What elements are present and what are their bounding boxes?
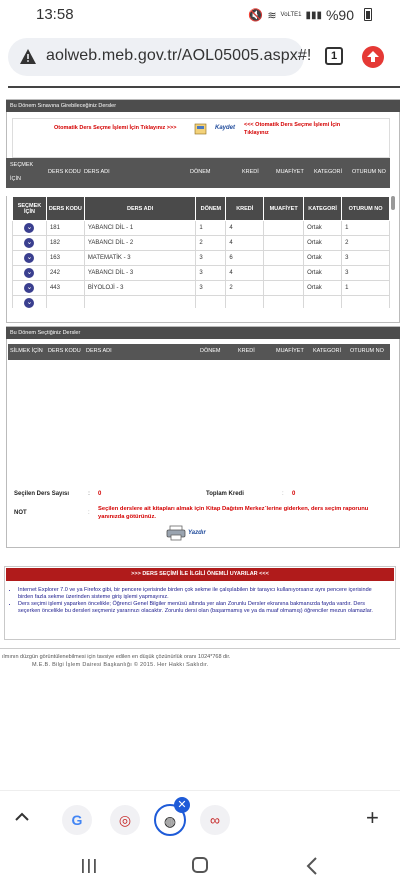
section2-header-band [8, 344, 390, 360]
select-course-icon[interactable]: ⌄ [24, 298, 34, 308]
cell-muafiyet [264, 221, 304, 236]
select-cell[interactable] [13, 296, 47, 309]
select-course-icon[interactable]: ⌄ [24, 268, 34, 278]
status-bar [0, 0, 400, 30]
warnings-list [18, 587, 388, 615]
th-donem: DÖNEM [196, 197, 226, 221]
select-cell[interactable] [13, 221, 47, 236]
cell-kategori: Ortak [304, 221, 342, 236]
secilen-ders-value: 0 [98, 491, 102, 497]
hdr2-muafiyet: MUAFİYET [276, 348, 304, 354]
warning-item: • Ders seçimi işlemi yaparken öncelikle; Öğrenci Genel Bilgiler menüsü altında yer alan Zorunlu Dersler ekranına bakmanızda fayda vardır. Ders seçerken öncelikle bu dersleri seçmeniz yararınızı olacaktır. Zorunlu dersi olan (başarmamış ve ya da muaf olmamış) öğrenciler mezun olamazlar. [18, 601, 388, 615]
select-course-icon[interactable]: ⌄ [24, 223, 34, 233]
cell-donem: 2 [196, 236, 226, 251]
hdr-muafiyet: MUAFİYET [276, 169, 304, 175]
th-oturum: OTURUM NO [342, 197, 390, 221]
hdr-icin: İÇİN [10, 176, 21, 182]
printer-icon [166, 525, 186, 541]
cell-donem: 3 [196, 266, 226, 281]
hdr2-ders-kodu: DERS KODU [48, 348, 81, 354]
select-course-icon[interactable]: ⌄ [24, 283, 34, 293]
toplam-kredi-label: Toplam Kredi [206, 491, 244, 497]
cell-oturum: 3 [342, 266, 390, 281]
kaydet-label: Kaydet [215, 125, 236, 131]
hdr-ders-adi: DERS ADI [84, 169, 110, 175]
status-icons [248, 7, 354, 23]
kaydet-button[interactable] [194, 122, 236, 136]
cell-kredi: 4 [226, 236, 264, 251]
table-row [13, 266, 390, 281]
cell-ders-kodu: 242 [46, 266, 84, 281]
cell-ders-adi: MATEMATİK - 3 [84, 251, 196, 266]
courses-table [12, 196, 390, 308]
print-button[interactable] [166, 525, 216, 543]
cell-ders-kodu: 163 [46, 251, 84, 266]
cell-muafiyet [264, 251, 304, 266]
active-tab-icon[interactable]: ◍ [154, 804, 186, 836]
th-kredi: KREDİ [226, 197, 264, 221]
hdr2-kategori: KATEGORİ [313, 348, 342, 354]
cell-oturum: 1 [342, 281, 390, 296]
secilen-ders-label: Seçilen Ders Sayısı [14, 491, 70, 497]
cell-kategori: Ortak [304, 266, 342, 281]
table-row [13, 281, 390, 296]
hdr2-oturum: OTURUM NO [350, 348, 384, 354]
cell-ders-adi: YABANCI DİL - 3 [84, 266, 196, 281]
footer-line1: ılmının düzgün görüntülenebilmesi için tavsiye edilen en düşük çözünürlük oranı 1024*768 dir. [2, 654, 231, 660]
hdr-ders-kodu: DERS KODU [48, 169, 81, 175]
cell-ders-adi: BİYOLOJİ - 3 [84, 281, 196, 296]
auto-select-right-text[interactable]: <<< Otomatik Ders Seçme İşlemi İçin Tıklayınız [244, 122, 341, 136]
section1-header-band [6, 158, 390, 188]
th-secmek: SEÇMEK İÇİN [13, 197, 47, 221]
cell-oturum: 3 [342, 251, 390, 266]
th-ders-kodu: DERS KODU [46, 197, 84, 221]
th-ders-adi: DERS ADI [84, 197, 196, 221]
warning-item: • Internet Explorer 7.0 ve ya Firefox gibi, bir pencere içerisinde birden çok sekme ile çalışılabilen bir tarayıcı kullanıyorsanız aynı pencere içerisinde birden fazla sekme üzerinden sisteme giriş işlemi yapmayınız. [18, 587, 388, 601]
hdr-kategori: KATEGORİ [314, 169, 343, 175]
hdr-donem: DÖNEM [190, 169, 211, 175]
wifi-icon: ≋ [267, 9, 277, 22]
hdr-secmek: SEÇMEK [10, 162, 34, 168]
courses-table-scroll[interactable] [12, 196, 390, 308]
cell-oturum: 2 [342, 236, 390, 251]
table-row [13, 296, 390, 309]
table-row [13, 221, 390, 236]
select-cell[interactable] [13, 281, 47, 296]
system-nav-bar [0, 848, 400, 888]
hdr2-kredi: KREDİ [238, 348, 255, 354]
select-cell[interactable] [13, 266, 47, 281]
browser-bottom-bar [0, 790, 400, 848]
mute-icon: 🔇 [248, 8, 264, 22]
close-tab-icon[interactable]: ✕ [174, 797, 190, 813]
table-row [13, 251, 390, 266]
back-icon[interactable] [306, 857, 318, 880]
hdr-oturum: OTURUM NO [352, 169, 386, 175]
upload-icon[interactable] [362, 46, 384, 68]
home-icon[interactable] [192, 857, 208, 873]
network-label: VoLTE1 [280, 12, 302, 18]
not-text: Seçilen derslere ait kitapları almak için Kitap Dağıtım Merkez`lerine giderken, ders seçim raporunu yanınızda götürünüz. [98, 506, 369, 520]
cell-donem: 3 [196, 281, 226, 296]
battery-label: %90 [325, 7, 354, 23]
up-arrow-icon [362, 46, 384, 68]
footer-line2: M.E.B. Bilgi İşlem Dairesi Başkanlığı © 2015. Her Hakkı Saklıdır. [32, 662, 209, 668]
cell-kredi: 4 [226, 221, 264, 236]
section2-title: Bu Dönem Seçtiğiniz Dersler [6, 327, 400, 339]
cell-muafiyet [264, 281, 304, 296]
cell-donem: 1 [196, 221, 226, 236]
courses-table-header [13, 197, 390, 221]
cell-ders-adi: YABANCI DİL - 1 [84, 221, 196, 236]
hdr2-silmek: SİLMEK İÇİN [10, 348, 43, 354]
auto-select-left-text[interactable]: Otomatik Ders Seçme İşlemi İçin Tıklayınız >>> [54, 125, 177, 131]
courses-scrollbar[interactable] [391, 196, 395, 210]
select-course-icon[interactable]: ⌄ [24, 238, 34, 248]
web-page [0, 82, 400, 800]
cell-ders-kodu: 181 [46, 221, 84, 236]
signal-icon: ▮▮▮ [305, 9, 322, 21]
footer-divider [0, 648, 400, 649]
warning-icon[interactable] [20, 49, 36, 64]
cell-kredi: 2 [226, 281, 264, 296]
tab-switcher-button[interactable]: 1 [325, 47, 343, 65]
print-label: Yazdır [188, 530, 206, 536]
google-tab-icon[interactable]: G [62, 805, 92, 835]
status-time: 13:58 [36, 6, 74, 23]
hdr-kredi: KREDİ [242, 169, 259, 175]
cell-kredi: 6 [226, 251, 264, 266]
cell-kategori: Ortak [304, 281, 342, 296]
top-divider [8, 86, 400, 88]
hdr2-ders-adi: DERS ADI [86, 348, 112, 354]
secilen-ders-colon: : [88, 491, 90, 497]
meb-tab-icon[interactable]: ◎ [110, 805, 140, 835]
th-muafiyet: MUAFİYET [264, 197, 304, 221]
chevron-up-icon[interactable] [14, 809, 30, 830]
th-kategori: KATEGORİ [304, 197, 342, 221]
cell-muafiyet [264, 236, 304, 251]
cell-oturum: 1 [342, 221, 390, 236]
recent-apps-icon[interactable] [80, 858, 98, 879]
not-label: NOT [14, 510, 27, 516]
cell-kredi: 4 [226, 266, 264, 281]
address-bar[interactable] [8, 38, 312, 76]
warnings-title: >>> DERS SEÇİMİ İLE İLGİLİ ÖNEMLİ UYARILAR <<< [6, 568, 394, 581]
url-text[interactable]: aolweb.meb.gov.tr/AOL05005.aspx#! [46, 47, 312, 64]
toplam-kredi-colon: : [282, 491, 284, 497]
select-cell[interactable] [13, 236, 47, 251]
browser-toolbar [0, 30, 400, 82]
cell-ders-kodu: 443 [46, 281, 84, 296]
other-tab-icon[interactable]: ∞ [200, 805, 230, 835]
cell-muafiyet [264, 266, 304, 281]
select-course-icon[interactable]: ⌄ [24, 253, 34, 263]
cell-ders-kodu: 182 [46, 236, 84, 251]
new-tab-icon[interactable]: + [366, 805, 379, 830]
battery-icon [364, 8, 372, 21]
cell-donem: 3 [196, 251, 226, 266]
not-colon: : [88, 510, 90, 516]
cell-ders-adi: YABANCI DİL - 2 [84, 236, 196, 251]
hdr2-donem: DÖNEM [200, 348, 221, 354]
select-cell[interactable] [13, 251, 47, 266]
section1-gap [6, 188, 390, 196]
table-row [13, 236, 390, 251]
cell-kategori: Ortak [304, 236, 342, 251]
cell-kategori: Ortak [304, 251, 342, 266]
section1-title: Bu Dönem Sınavına Girebileceğiniz Dersler [6, 100, 400, 112]
toplam-kredi-value: 0 [292, 491, 296, 497]
